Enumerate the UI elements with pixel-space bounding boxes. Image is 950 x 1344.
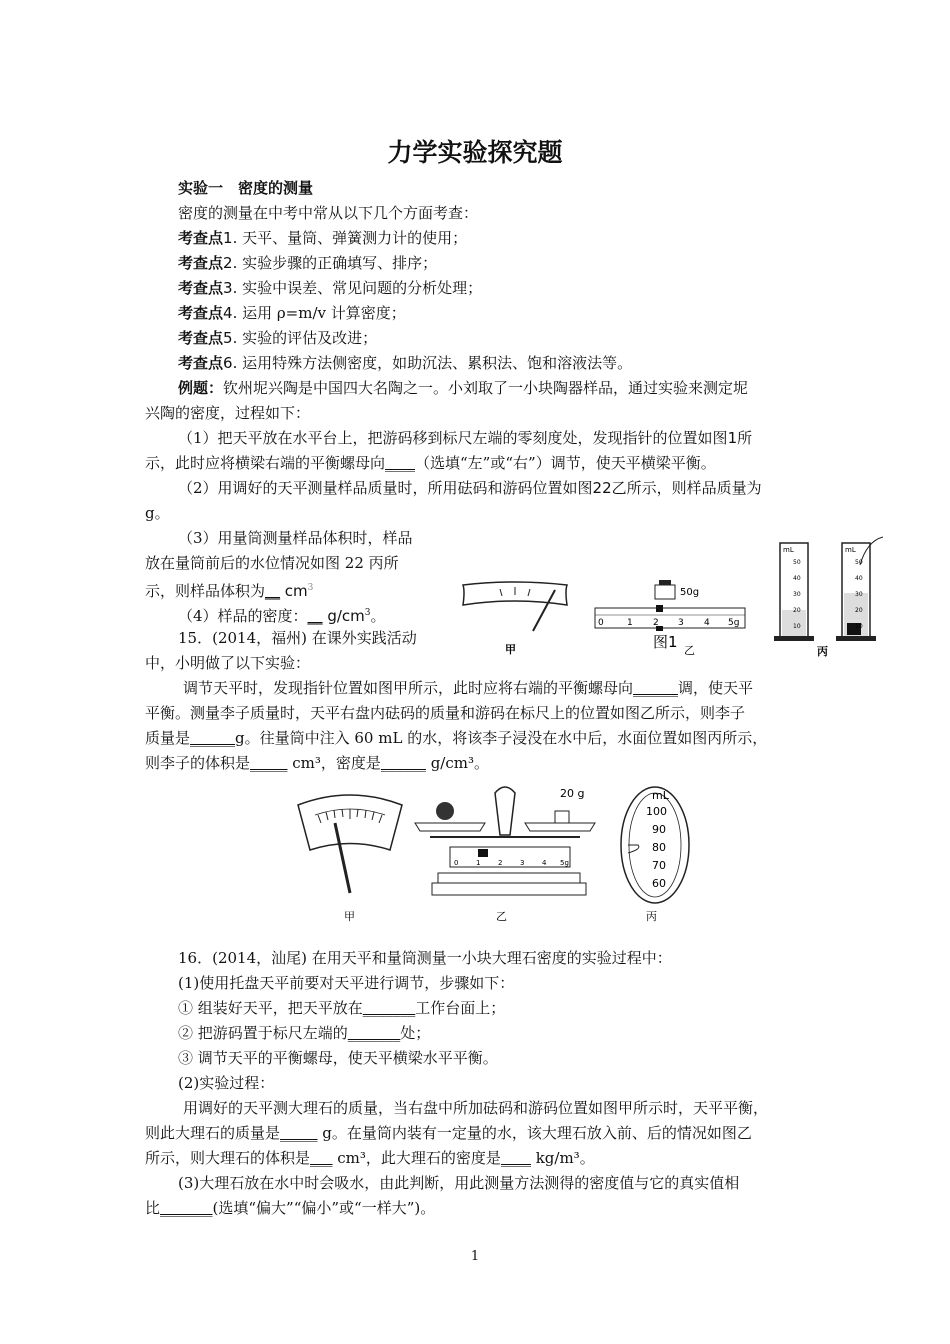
- fig2-label-b: 乙: [496, 910, 507, 923]
- point-text: . 实验步骤的正确填写、排序；: [232, 254, 438, 272]
- q16-text-post: 工作台面上；: [415, 999, 506, 1017]
- point-num: 1: [223, 229, 233, 247]
- cyl-ml: mL: [652, 789, 669, 802]
- q16-text: ② 把游码置于标尺左端的: [178, 1024, 348, 1042]
- example-q3-line-1: （3）用量筒测量样品体积时，样品: [178, 529, 413, 547]
- q16-text: 比: [145, 1199, 161, 1217]
- fig1-tick: 4: [704, 618, 710, 628]
- cyl-tick: 50: [855, 559, 863, 566]
- q16-line-8: [145, 1123, 752, 1143]
- answer-blank[interactable]: _____: [250, 754, 288, 772]
- q16-text-post: (选填“偏大”“偏小”或“一样大”)。: [212, 1199, 436, 1217]
- point-text: . 实验中误差、常见问题的分析处理；: [232, 279, 483, 297]
- answer-blank[interactable]: ___: [310, 1149, 333, 1167]
- fig1-dial: [463, 582, 567, 631]
- q16-text-post: g。在量筒内装有一定量的水，该大理石放入前、后的情况如图乙: [317, 1124, 752, 1142]
- answer-blank[interactable]: __: [307, 607, 323, 625]
- cyl-tick: 50: [793, 559, 801, 566]
- fig1-tick: 3: [678, 618, 684, 628]
- q15-line-6: [145, 753, 489, 773]
- fig1-label-b: 乙: [684, 644, 695, 657]
- q16-line-7: 用调好的天平测大理石的质量，当右盘中所加砝码和游码位置如图甲所示时，天平平衡，: [183, 1099, 769, 1117]
- fig1-cylinder-after: [836, 537, 883, 641]
- fig2-tick: 5g: [560, 859, 569, 867]
- cyl-ml: mL: [845, 546, 856, 554]
- cyl-tick: 30: [855, 591, 863, 598]
- q15-text: 质量是: [145, 729, 191, 747]
- figure-1: [455, 535, 885, 660]
- q16-line-9: [145, 1148, 595, 1168]
- q16-text: ① 组装好天平，把天平放在: [178, 999, 363, 1017]
- fig1-cylinder-before: [774, 543, 814, 641]
- cyl-tick: 20: [855, 607, 863, 614]
- q15-line-2: 中，小明做了以下实验：: [145, 654, 311, 672]
- fig1-tick: 5g: [728, 618, 740, 628]
- point-label: 考查点: [178, 329, 224, 347]
- answer-blank[interactable]: ____: [385, 454, 416, 472]
- q15-line-5: [145, 728, 767, 748]
- fig2-cylinder: [621, 787, 689, 903]
- point-label: 考查点: [178, 229, 224, 247]
- point-num: 6: [223, 354, 233, 372]
- q16-line-2: (1)使用托盘天平前要对天平进行调节，步骤如下：: [178, 974, 515, 992]
- point-text: . 运用 ρ=m/v 计算密度；: [232, 304, 406, 322]
- fig2-label-a: 甲: [344, 910, 355, 923]
- fig2-label-c: 丙: [646, 910, 657, 923]
- section-intro: 密度的测量在中考中常从以下几个方面考查：: [178, 204, 479, 222]
- point-label: 考查点: [178, 254, 224, 272]
- fig1-label-a: 甲: [505, 643, 516, 656]
- answer-blank[interactable]: _______: [160, 1199, 213, 1217]
- q15-text: 则李子的体积是: [145, 754, 251, 772]
- point-1: [178, 228, 467, 248]
- example-q1-line-1: [178, 428, 752, 448]
- q15-text-post: g。往量筒中注入 60 mL 的水，将该李子浸没在水中后，水面位置如图丙所示，: [235, 729, 768, 747]
- section-heading: 实验一 密度的测量: [178, 179, 314, 197]
- point-5: [178, 328, 377, 348]
- q1-fig-num: 1: [727, 429, 738, 447]
- fig1-caption: 图1: [653, 633, 678, 651]
- answer-blank[interactable]: __: [265, 582, 281, 600]
- answer-blank[interactable]: ______: [380, 754, 426, 772]
- q1-text: 示，此时应将横梁右端的平衡螺母向: [145, 454, 386, 472]
- cyl-tick: 10: [793, 623, 801, 630]
- example-q2-line-1: [178, 478, 762, 498]
- fig2-tick: 2: [498, 859, 503, 867]
- example-q2-line-2: g。: [145, 504, 170, 522]
- answer-blank[interactable]: ______: [190, 729, 236, 747]
- fig1-label-c: 丙: [817, 645, 828, 658]
- example-line-2: 兴陶的密度，过程如下：: [145, 404, 311, 422]
- answer-blank[interactable]: ____: [500, 1149, 531, 1167]
- q15-text: 调节天平时，发现指针位置如图甲所示，此时应将右端的平衡螺母向: [183, 679, 634, 697]
- figure-2: [290, 775, 690, 930]
- cyl-ml: mL: [783, 546, 794, 554]
- page-title: 力学实验探究题: [387, 138, 563, 167]
- example-q1-line-2: [145, 453, 716, 473]
- cyl-tick: 70: [652, 859, 666, 872]
- fig1-weight-box: [655, 585, 675, 599]
- point-num: 5: [223, 329, 233, 347]
- q1-text: （1）把天平放在水平台上，把游码移到标尺左端的零刻度处，发现指针的位置如图: [178, 429, 728, 447]
- q16-line-11: [145, 1198, 435, 1218]
- q4-text: （4）样品的密度：: [178, 607, 308, 625]
- q2-fig-num: 22: [592, 479, 612, 497]
- example-text: 钦州坭兴陶是中国四大名陶之一。小刘取了一小块陶器样品，通过实验来测定坭: [223, 379, 749, 397]
- fig2-weight: 20 g: [560, 787, 585, 800]
- q3-text: 示，则样品体积为: [145, 582, 266, 600]
- point-num: 2: [223, 254, 233, 272]
- q15-line-4: 平衡。测量李子质量时，天平右盘内砝码的质量和游码在标尺上的位置如图乙所示，则李子: [145, 704, 746, 722]
- unit: g/cm: [327, 607, 365, 625]
- point-label: 考查点: [178, 354, 224, 372]
- answer-blank[interactable]: _______: [347, 1024, 401, 1042]
- fig1-weight: 50g: [680, 587, 700, 598]
- point-label: 考查点: [178, 304, 224, 322]
- fig1-scale: [595, 580, 745, 631]
- q4-end: 。: [370, 607, 386, 625]
- fig2-tick: 3: [520, 859, 525, 867]
- fig1-tick: 1: [627, 618, 633, 628]
- cyl-tick: 10: [855, 623, 863, 630]
- q16-text-post: 处；: [400, 1024, 431, 1042]
- fig2-dial: [298, 795, 402, 893]
- point-text: . 实验的评估及改进；: [232, 329, 378, 347]
- fig2-tick: 0: [454, 859, 459, 867]
- fig1-tick: 2: [653, 618, 659, 628]
- point-text: . 天平、量筒、弹簧测力计的使用；: [232, 229, 468, 247]
- example-q3-line-3: [145, 578, 313, 601]
- cyl-tick: 60: [652, 877, 666, 890]
- cyl-tick: 30: [793, 591, 801, 598]
- example-line-1: [178, 378, 748, 398]
- cyl-tick: 20: [793, 607, 801, 614]
- cyl-tick: 90: [652, 823, 666, 836]
- unit-sup: 3: [307, 583, 314, 593]
- point-label: 考查点: [178, 279, 224, 297]
- q2-text: （2）用调好的天平测量样品质量时，所用砝码和游码位置如图: [178, 479, 593, 497]
- unit-sup: 3: [364, 608, 371, 618]
- q16-text: 所示，则大理石的体积是: [145, 1149, 311, 1167]
- cyl-tick: 40: [855, 575, 863, 582]
- cyl-tick: 100: [646, 805, 667, 818]
- q15-line-1: 15．(2014，福州) 在课外实践活动: [178, 629, 417, 647]
- unit: cm: [284, 582, 308, 600]
- point-num: 3: [223, 279, 233, 297]
- point-4: [178, 303, 406, 323]
- fig2-tick: 1: [476, 859, 481, 867]
- q16-text-post: kg/m³。: [530, 1149, 595, 1167]
- fig2-balance: [415, 787, 595, 895]
- q15-text-mid: cm³，密度是: [287, 754, 381, 772]
- q16-line-10: (3)大理石放在水中时会吸水，由此判断，用此测量方法测得的密度值与它的真实值相: [178, 1174, 740, 1192]
- page-number: 1: [470, 1249, 480, 1264]
- cyl-tick: 80: [652, 841, 666, 854]
- example-q4-line: [178, 603, 386, 626]
- q16-step-3: ③ 调节天平的平衡螺母，使天平横梁水平平衡。: [178, 1049, 498, 1067]
- example-label: 例题：: [178, 379, 224, 397]
- q2-text-end: 乙所示，则样品质量为: [611, 479, 762, 497]
- point-3: [178, 278, 482, 298]
- q15-text-post: 调，使天平: [678, 679, 754, 697]
- point-num: 4: [223, 304, 233, 322]
- point-text: . 运用特殊方法侧密度，如助沉法、累积法、饱和溶液法等。: [232, 354, 633, 372]
- q15-text-post: g/cm³。: [425, 754, 489, 772]
- q16-step-1: [178, 998, 505, 1018]
- q16-step-2: [178, 1023, 430, 1043]
- point-6: [178, 353, 632, 373]
- answer-blank[interactable]: _______: [362, 999, 416, 1017]
- fig2-tick: 4: [542, 859, 547, 867]
- fig1-tick: 0: [598, 618, 604, 628]
- answer-blank[interactable]: ______: [633, 679, 679, 697]
- q16-line-6: (2)实验过程：: [178, 1074, 275, 1092]
- q16-line-1: 16．(2014，汕尾) 在用天平和量筒测量一小块大理石密度的实验过程中：: [178, 949, 672, 967]
- q16-text: 则此大理石的质量是: [145, 1124, 281, 1142]
- example-q3-line-2: 放在量筒前后的水位情况如图 22 丙所: [145, 554, 399, 572]
- q1-text-post: （选填“左”或“右”）调节，使天平横梁平衡。: [415, 454, 716, 472]
- answer-blank[interactable]: _____: [280, 1124, 318, 1142]
- q15-line-3: [183, 678, 753, 698]
- cyl-tick: 40: [793, 575, 801, 582]
- q16-text-mid: cm³，此大理石的密度是: [332, 1149, 501, 1167]
- q1-text-end: 所: [737, 429, 753, 447]
- point-2: [178, 253, 437, 273]
